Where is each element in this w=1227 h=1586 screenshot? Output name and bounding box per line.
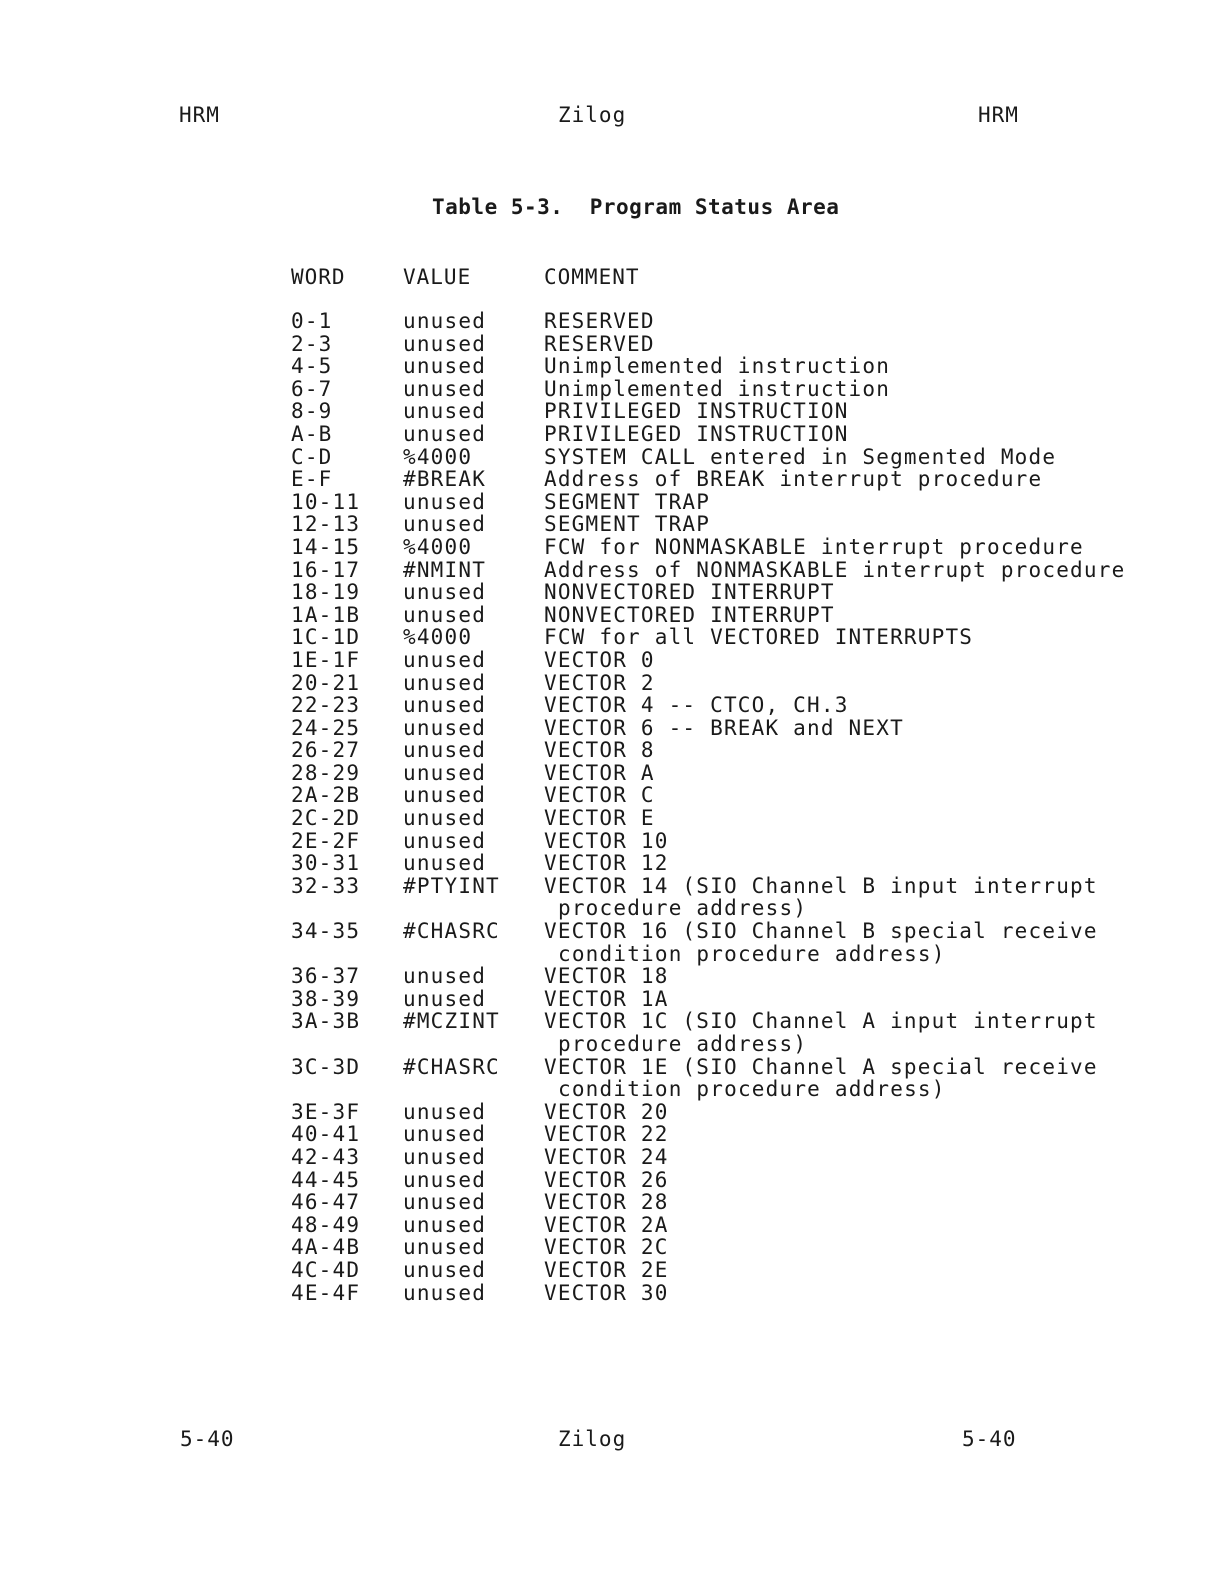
word-cell: 12-13 (291, 512, 361, 537)
comment-cell: VECTOR A (544, 760, 655, 785)
word-cell: 1A-1B (291, 602, 361, 627)
comment-cell: RESERVED (544, 331, 655, 356)
value-cell: unused (403, 1212, 487, 1237)
value-cell: unused (403, 1257, 487, 1282)
value-cell: unused (403, 489, 487, 514)
value-cell: #PTYINT (403, 873, 500, 898)
table-row (291, 1236, 1151, 1259)
table-row (291, 446, 1151, 469)
comment-cell: SYSTEM CALL entered in Segmented Mode (544, 444, 1057, 469)
comment-cell: VECTOR 2C (544, 1235, 669, 1260)
comment-cell: VECTOR 10 (544, 828, 669, 853)
value-cell: #MCZINT (403, 1009, 500, 1034)
column-header-word: WORD (291, 265, 346, 289)
value-cell: unused (403, 647, 487, 672)
comment-cell: VECTOR 14 (SIO Channel B input interrupt (544, 873, 1098, 898)
word-cell: 6-7 (291, 376, 333, 401)
comment-cell: VECTOR 2A (544, 1212, 669, 1237)
value-cell: unused (403, 1144, 487, 1169)
table-row (291, 717, 1151, 740)
word-cell: 3A-3B (291, 1009, 361, 1034)
table-row (291, 852, 1151, 875)
comment-cell: VECTOR E (544, 806, 655, 831)
comment-continuation: condition procedure address) (558, 1077, 946, 1102)
table-row (291, 1146, 1151, 1169)
comment-cell: VECTOR 12 (544, 851, 669, 876)
footer-center: Zilog (558, 1427, 627, 1451)
comment-cell: SEGMENT TRAP (544, 489, 711, 514)
value-cell: unused (403, 376, 487, 401)
table-row (291, 1214, 1151, 1237)
program-status-table (291, 310, 1151, 1304)
table-row (291, 807, 1151, 830)
comment-cell: VECTOR 18 (544, 964, 669, 989)
word-cell: 4-5 (291, 354, 333, 379)
value-cell: unused (403, 512, 487, 537)
table-row (291, 491, 1151, 514)
word-cell: 48-49 (291, 1212, 361, 1237)
word-cell: 4C-4D (291, 1257, 361, 1282)
value-cell: #CHASRC (403, 919, 500, 944)
value-cell: unused (403, 354, 487, 379)
comment-cell: VECTOR 2E (544, 1257, 669, 1282)
value-cell: #NMINT (403, 557, 487, 582)
word-cell: 4E-4F (291, 1280, 361, 1305)
column-header-comment: COMMENT (544, 265, 640, 289)
comment-cell: VECTOR 28 (544, 1190, 669, 1215)
value-cell: unused (403, 986, 487, 1011)
column-headers (291, 265, 991, 291)
word-cell: 34-35 (291, 919, 361, 944)
value-cell: unused (403, 670, 487, 695)
table-row (291, 423, 1151, 446)
word-cell: 2C-2D (291, 806, 361, 831)
table-row (291, 672, 1151, 695)
table-row (291, 762, 1151, 785)
table-row (291, 649, 1151, 672)
comment-cell: VECTOR 4 -- CTCO, CH.3 (544, 693, 849, 718)
comment-cell: VECTOR 20 (544, 1099, 669, 1124)
value-cell: %4000 (403, 444, 473, 469)
value-cell: unused (403, 399, 487, 424)
word-cell: 40-41 (291, 1122, 361, 1147)
word-cell: 1E-1F (291, 647, 361, 672)
value-cell: unused (403, 760, 487, 785)
value-cell: unused (403, 1190, 487, 1215)
word-cell: 1C-1D (291, 625, 361, 650)
word-cell: C-D (291, 444, 333, 469)
table-row (291, 513, 1151, 536)
comment-cell: VECTOR 1E (SIO Channel A special receive (544, 1054, 1098, 1079)
word-cell: 18-19 (291, 580, 361, 605)
value-cell: unused (403, 309, 487, 333)
value-cell: unused (403, 806, 487, 831)
value-cell: unused (403, 421, 487, 446)
header-right: HRM (978, 103, 1019, 127)
word-cell: 46-47 (291, 1190, 361, 1215)
value-cell: #BREAK (403, 467, 487, 492)
value-cell: %4000 (403, 625, 473, 650)
value-cell: unused (403, 738, 487, 763)
comment-cell: PRIVILEGED INSTRUCTION (544, 399, 849, 424)
table-row (291, 784, 1151, 807)
value-cell: unused (403, 715, 487, 740)
word-cell: 3C-3D (291, 1054, 361, 1079)
comment-cell: VECTOR 30 (544, 1280, 669, 1305)
value-cell: #CHASRC (403, 1054, 500, 1079)
header-left: HRM (179, 103, 220, 127)
footer-left: 5-40 (180, 1427, 235, 1451)
table-row (291, 875, 1151, 920)
comment-continuation: condition procedure address) (558, 941, 946, 966)
table-row (291, 355, 1151, 378)
word-cell: 14-15 (291, 534, 361, 559)
comment-cell: VECTOR 16 (SIO Channel B special receive (544, 919, 1098, 944)
word-cell: A-B (291, 421, 333, 446)
comment-cell: VECTOR 26 (544, 1167, 669, 1192)
comment-cell: Unimplemented instruction (544, 354, 891, 379)
table-row (291, 694, 1151, 717)
footer-right: 5-40 (962, 1427, 1017, 1451)
comment-cell: FCW for all VECTORED INTERRUPTS (544, 625, 974, 650)
comment-continuation: procedure address) (558, 896, 808, 921)
value-cell: unused (403, 1099, 487, 1124)
word-cell: 16-17 (291, 557, 361, 582)
comment-cell: Unimplemented instruction (544, 376, 891, 401)
table-row (291, 1101, 1151, 1124)
comment-continuation: procedure address) (558, 1032, 808, 1056)
value-cell: unused (403, 602, 487, 627)
comment-cell: VECTOR 8 (544, 738, 655, 763)
table-row (291, 310, 1151, 333)
word-cell: 3E-3F (291, 1099, 361, 1124)
comment-cell: VECTOR 0 (544, 647, 655, 672)
comment-cell: Address of NONMASKABLE interrupt procedure (544, 557, 1126, 582)
comment-cell: VECTOR 1A (544, 986, 669, 1011)
table-row (291, 1169, 1151, 1192)
table-row (291, 626, 1151, 649)
table-row (291, 830, 1151, 853)
value-cell: unused (403, 1167, 487, 1192)
comment-cell: VECTOR 1C (SIO Channel A input interrupt (544, 1009, 1098, 1034)
comment-cell: VECTOR 2 (544, 670, 655, 695)
word-cell: 4A-4B (291, 1235, 361, 1260)
comment-cell: VECTOR 22 (544, 1122, 669, 1147)
word-cell: 22-23 (291, 693, 361, 718)
word-cell: 26-27 (291, 738, 361, 763)
word-cell: 32-33 (291, 873, 361, 898)
table-row (291, 333, 1151, 356)
comment-cell: VECTOR C (544, 783, 655, 808)
table-row (291, 378, 1151, 401)
word-cell: 24-25 (291, 715, 361, 740)
word-cell: 28-29 (291, 760, 361, 785)
word-cell: 38-39 (291, 986, 361, 1011)
table-row (291, 536, 1151, 559)
comment-cell: FCW for NONMASKABLE interrupt procedure (544, 534, 1084, 559)
comment-cell: RESERVED (544, 309, 655, 333)
word-cell: 0-1 (291, 309, 333, 333)
word-cell: 20-21 (291, 670, 361, 695)
table-row (291, 400, 1151, 423)
table-row (291, 965, 1151, 988)
value-cell: unused (403, 1235, 487, 1260)
comment-cell: PRIVILEGED INSTRUCTION (544, 421, 849, 446)
table-row (291, 559, 1151, 582)
table-row (291, 988, 1151, 1011)
table-row (291, 1010, 1151, 1055)
table-row (291, 920, 1151, 965)
table-row (291, 468, 1151, 491)
comment-cell: VECTOR 24 (544, 1144, 669, 1169)
word-cell: 2E-2F (291, 828, 361, 853)
table-row (291, 1191, 1151, 1214)
word-cell: 42-43 (291, 1144, 361, 1169)
comment-cell: Address of BREAK interrupt procedure (544, 467, 1043, 492)
value-cell: unused (403, 964, 487, 989)
table-row (291, 604, 1151, 627)
value-cell: unused (403, 1280, 487, 1305)
table-row (291, 581, 1151, 604)
table-row (291, 1056, 1151, 1101)
value-cell: %4000 (403, 534, 473, 559)
word-cell: E-F (291, 467, 333, 492)
table-row (291, 739, 1151, 762)
value-cell: unused (403, 828, 487, 853)
value-cell: unused (403, 331, 487, 356)
column-header-value: VALUE (403, 265, 472, 289)
table-row (291, 1282, 1151, 1305)
word-cell: 2-3 (291, 331, 333, 356)
table-row (291, 1123, 1151, 1146)
word-cell: 30-31 (291, 851, 361, 876)
word-cell: 36-37 (291, 964, 361, 989)
word-cell: 8-9 (291, 399, 333, 424)
value-cell: unused (403, 693, 487, 718)
comment-cell: NONVECTORED INTERRUPT (544, 602, 835, 627)
value-cell: unused (403, 783, 487, 808)
value-cell: unused (403, 851, 487, 876)
table-row (291, 1259, 1151, 1282)
comment-cell: SEGMENT TRAP (544, 512, 711, 537)
value-cell: unused (403, 580, 487, 605)
comment-cell: VECTOR 6 -- BREAK and NEXT (544, 715, 904, 740)
word-cell: 2A-2B (291, 783, 361, 808)
word-cell: 10-11 (291, 489, 361, 514)
header-center: Zilog (558, 103, 627, 127)
comment-cell: NONVECTORED INTERRUPT (544, 580, 835, 605)
value-cell: unused (403, 1122, 487, 1147)
table-title: Table 5-3. Program Status Area (432, 195, 840, 219)
word-cell: 44-45 (291, 1167, 361, 1192)
